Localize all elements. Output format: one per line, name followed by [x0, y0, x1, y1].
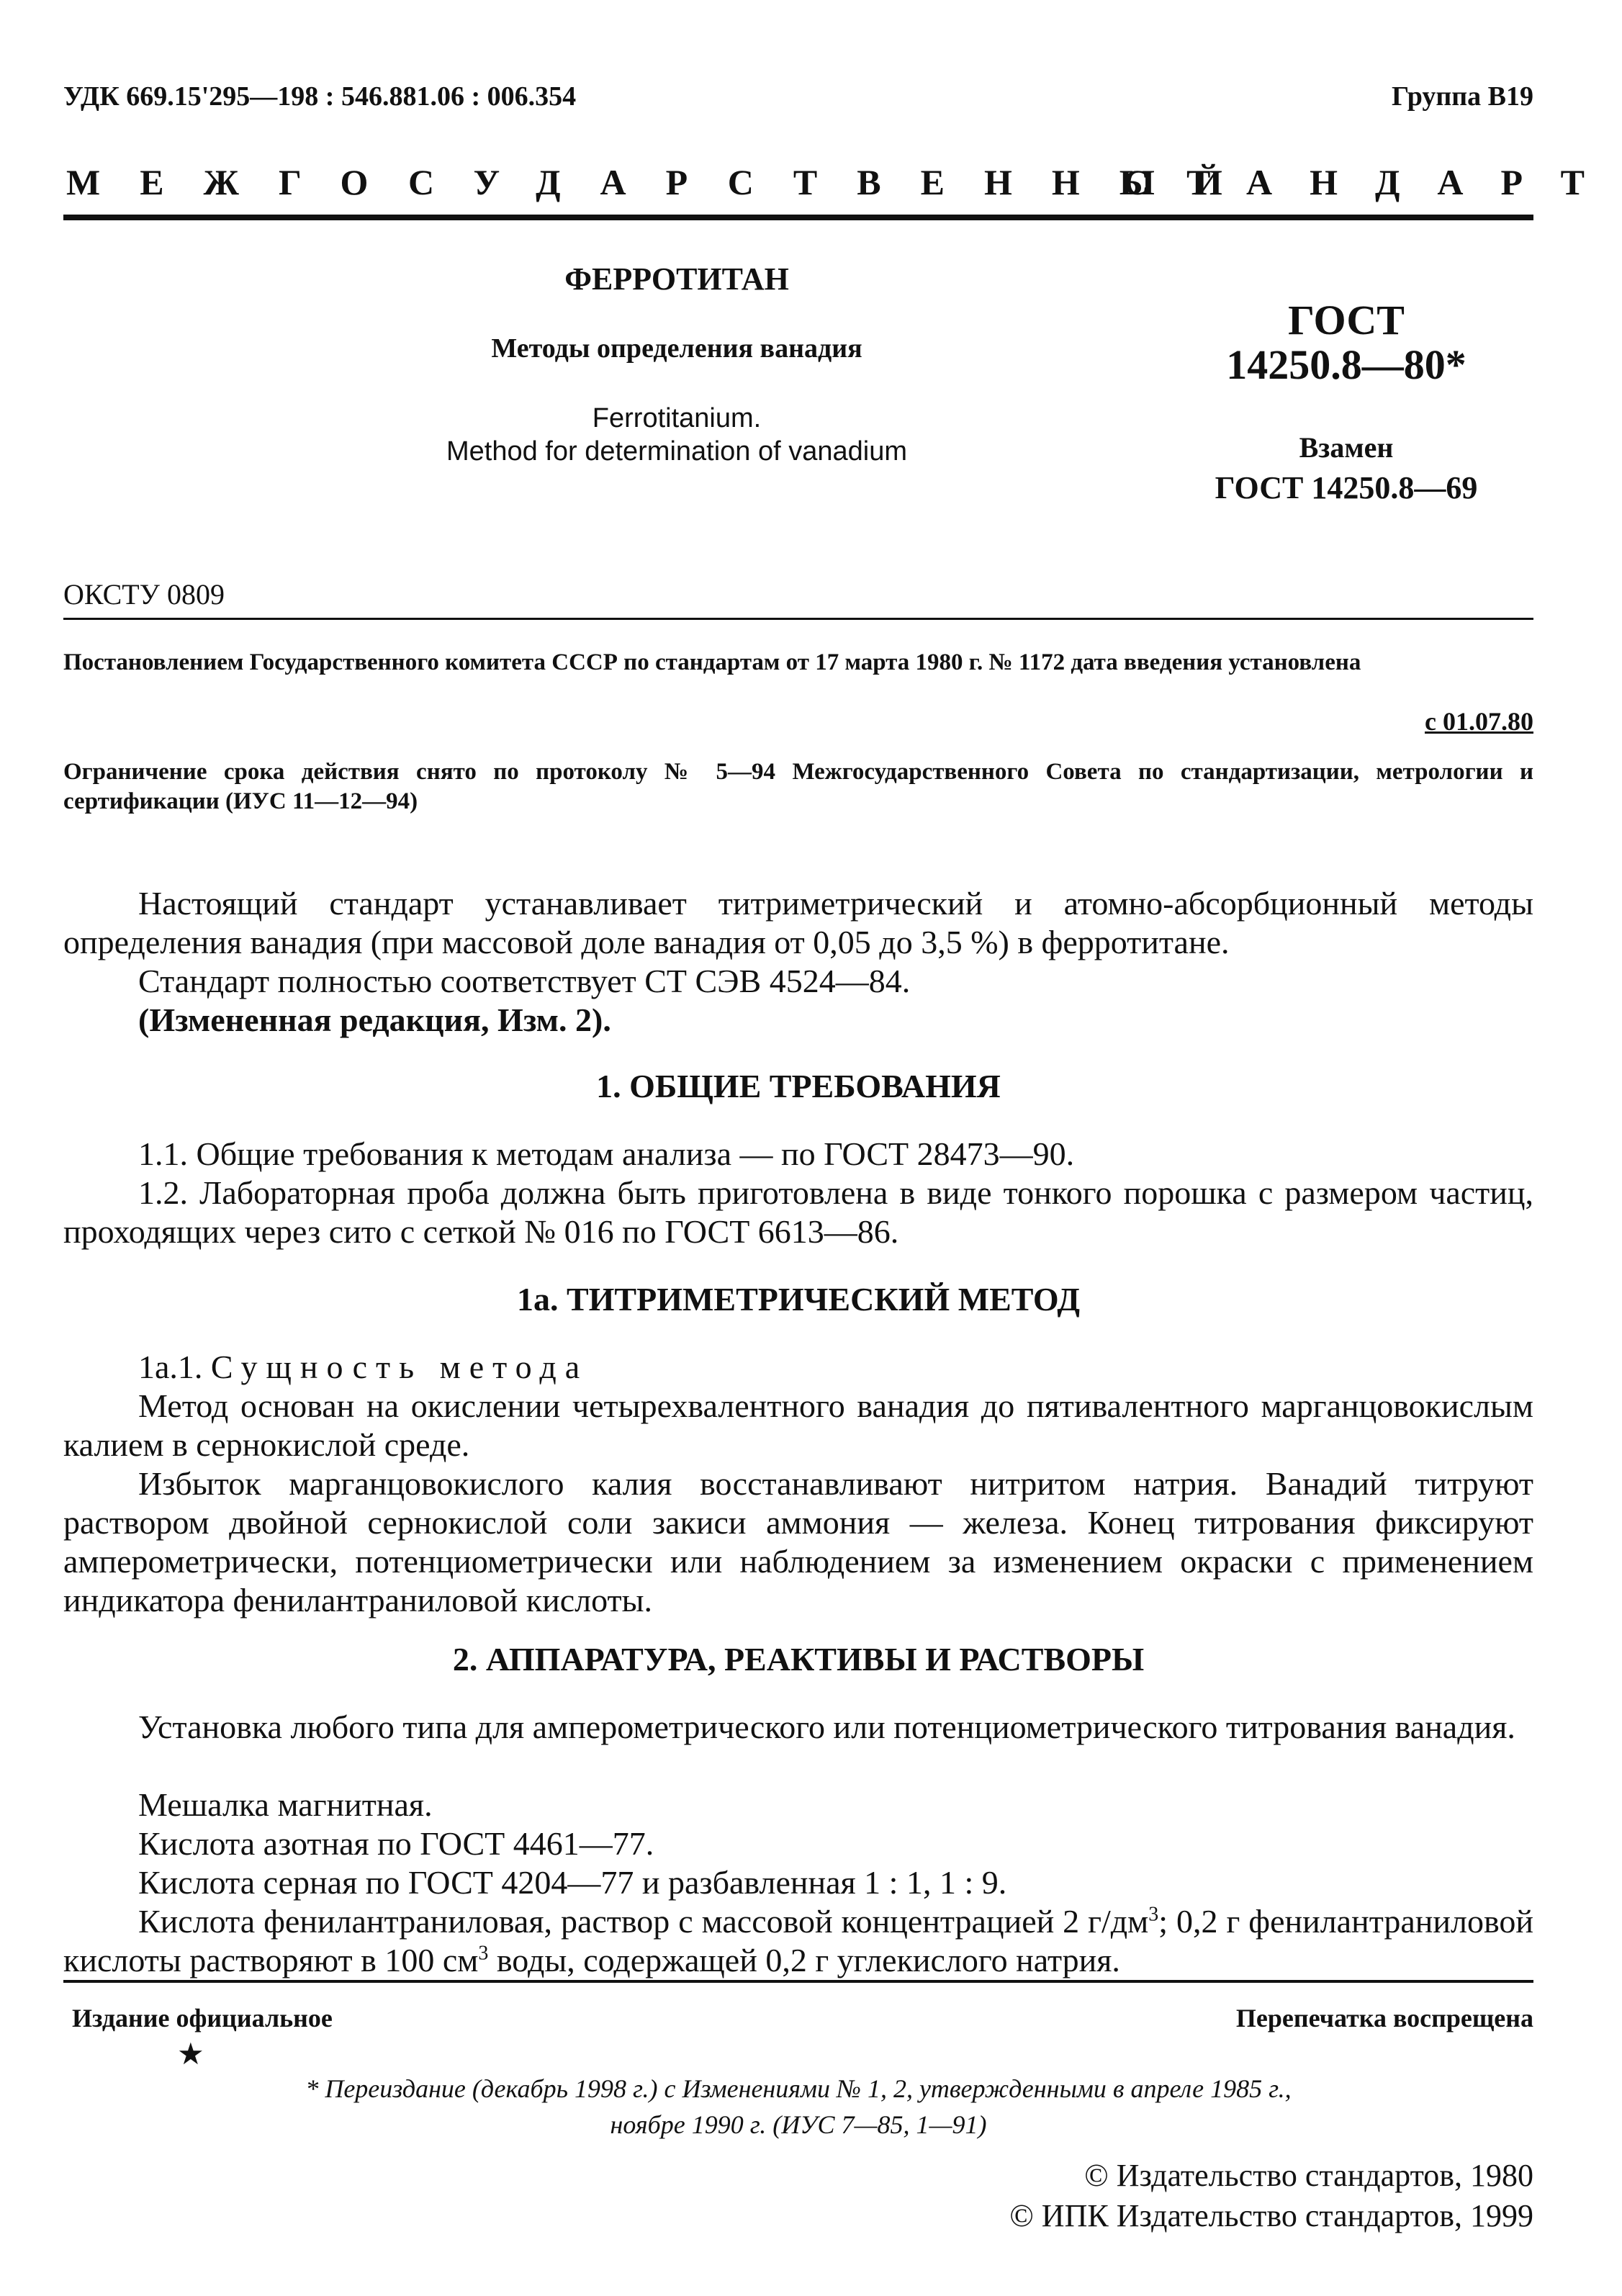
official-edition-label: Издание официальное [72, 2004, 333, 2032]
section-1a-heading: 1а. ТИТРИМЕТРИЧЕСКИЙ МЕТОД [516, 1281, 1081, 1318]
gost-label: ГОСТ [1288, 297, 1405, 343]
clause-1-1: 1.1. Общие требования к методам анализа — по ГОСТ 28473—90. [138, 1135, 1075, 1172]
okstu-rule [63, 618, 1533, 620]
replaces-label: Взамен [1299, 431, 1394, 464]
udk-code: УДК 669.15'295—198 : 546.881.06 : 006.354 [63, 81, 577, 112]
apparatus-titration-unit: Установка любого типа для амперометрического или потенциометрического титрования ванадия. [138, 1709, 1515, 1745]
clause-1a-1 [63, 1348, 1533, 1387]
reprint-prohibited-label: Перепечатка воспрещена [1235, 2004, 1533, 2032]
copyright-1980: © Издательство стандартов, 1980 [1084, 2158, 1533, 2193]
replaces-number: ГОСТ 14250.8—69 [1215, 470, 1478, 505]
footer-rule [63, 1980, 1533, 1983]
okstu-code: ОКСТУ 0809 [63, 578, 225, 611]
clause-1a-1-number: 1а.1. [138, 1349, 203, 1385]
english-title-line1: Ferrotitanium. [592, 403, 762, 433]
method-titration-paragraph: Избыток марганцовокислого калия восстанавливают нитритом натрия. Ванадий титруют раствором двойной сернокислой соли закиси аммония — железа. Конец титрования фиксируют амперометрически, потенциометрически или наблюдением за изменением окраски с применением индикатора фенилантраниловой кислоты. [63, 1465, 1533, 1619]
doc-title: ФЕРРОТИТАН [564, 261, 789, 297]
method-essence-paragraph: Метод основан на окислении четырехвалентного ванадия до пятивалентного марганцовокислым калием в сернокислой среде. [63, 1387, 1533, 1463]
doc-subtitle: Методы определения ванадия [491, 333, 862, 364]
banner-word-interstate: МЕЖГОСУДАРСТВЕННЫЙ [66, 162, 1262, 202]
star-icon: ★ [177, 2036, 204, 2071]
cmea-compliance: Стандарт полностью соответствует СТ СЭВ 4524—84. [138, 963, 911, 999]
reagent-sulfuric-acid: Кислота серная по ГОСТ 4204—77 и разбавленная 1 : 1, 1 : 9. [138, 1864, 1007, 1901]
gost-number: 14250.8—80* [1226, 341, 1466, 388]
intro-paragraph: Настоящий стандарт устанавливает титриметрический и атомно-абсорбционный методы определения ванадия (при массовой доле ванадия от 0,05 до 3,5 %) в ферротитане. [63, 885, 1533, 960]
banner-rule [63, 215, 1533, 220]
section-2-heading: 2. АППАРАТУРА, РЕАКТИВЫ И РАСТВОРЫ [452, 1641, 1145, 1678]
reagent-text-part3: воды, содержащей 0,2 г углекислого натрия. [488, 1942, 1120, 1978]
apparatus-magnetic-stirrer: Мешалка магнитная. [138, 1786, 433, 1823]
reissue-note-line2: ноябре 1990 г. (ИУС 7—85, 1—91) [610, 2110, 987, 2139]
introduction-date: с 01.07.80 [1425, 707, 1533, 736]
english-title-line2: Method for determination of vanadium [446, 436, 908, 467]
reagent-nitric-acid: Кислота азотная по ГОСТ 4461—77. [138, 1825, 654, 1862]
decree-text: Постановлением Государственного комитета СССР по стандартам от 17 марта 1980 г. № 1172 дата введения установлена [63, 649, 1361, 675]
reagent-text-part1: Кислота фенилантраниловая, раствор с массовой концентрацией 2 г/дм [138, 1903, 1149, 1940]
unit-superscript: 3 [478, 1942, 489, 1965]
reissue-note-line1: * Переиздание (декабрь 1998 г.) с Изменениями № 1, 2, утвержденными в апреле 1985 г., [305, 2074, 1292, 2103]
reagent-text-part2: ; 0,2 г фенилантраниловой кислоты растворяют в 100 см [63, 1903, 1533, 1978]
reagent-phenylanthranilic-acid [63, 1902, 1533, 1980]
banner-word-standard: СТАНДАРТ [1123, 162, 1622, 202]
section-1-heading: 1. ОБЩИЕ ТРЕБОВАНИЯ [596, 1068, 1001, 1104]
amendment-note: (Измененная редакция, Изм. 2). [138, 1001, 611, 1038]
restriction-text: Ограничение срока действия снято по протоколу № 5—94 Межгосударственного Совета по стандартизации, метрологии и сертификации (ИУС 11—12—94) [63, 759, 1533, 814]
group-label: Группа В19 [1391, 81, 1533, 112]
copyright-1999: © ИПК Издательство стандартов, 1999 [1009, 2198, 1533, 2233]
clause-1a-1-title: Сущность метода [210, 1349, 589, 1385]
clause-1-2: 1.2. Лабораторная проба должна быть приготовлена в виде тонкого порошка с размером частиц, проходящих через сито с сеткой № 016 по ГОСТ 6613—86. [63, 1174, 1533, 1250]
unit-superscript: 3 [1148, 1903, 1159, 1926]
